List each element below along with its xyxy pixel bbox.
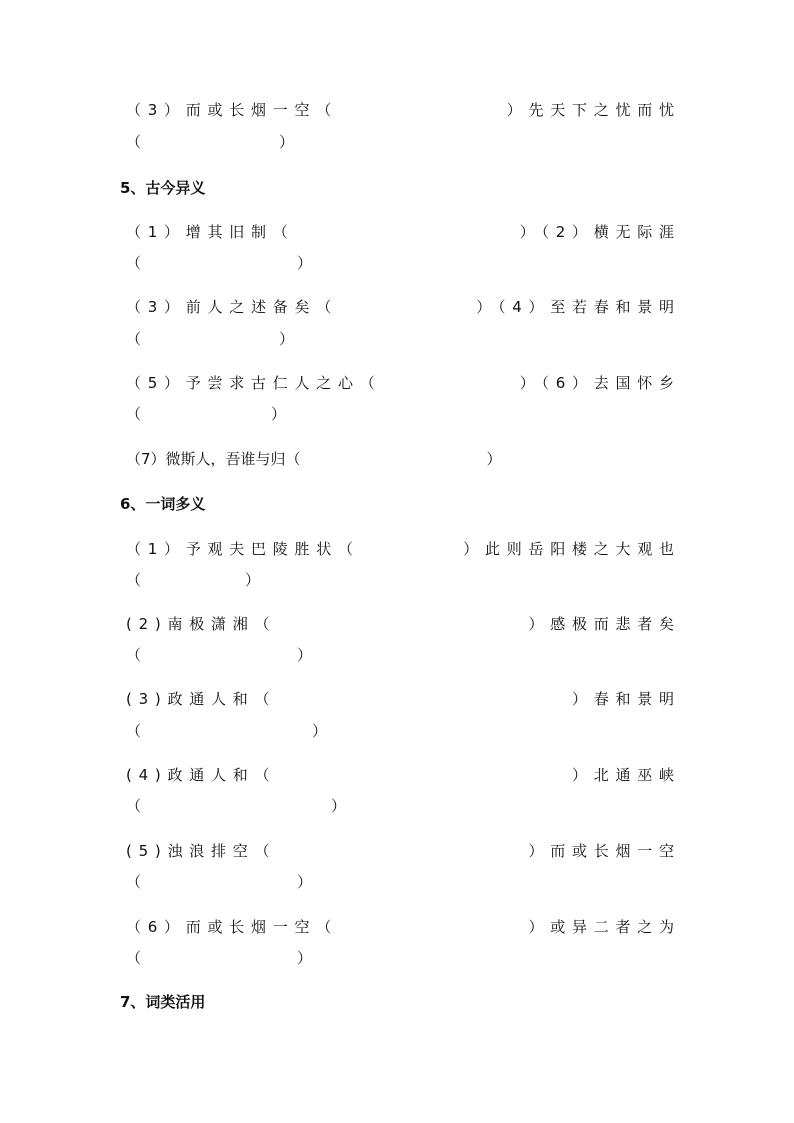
- blank-open: （: [126, 873, 142, 891]
- item-c2-line: [126, 614, 681, 634]
- item-3-right: ）先天下之忧而忧: [506, 101, 681, 119]
- blank-open: （: [126, 330, 142, 348]
- blank-close: ）: [312, 722, 328, 740]
- item-c6-right: ）或异二者之为: [528, 918, 681, 936]
- item-c5-right: ）而或长烟一空: [528, 842, 681, 860]
- blank-close: ）: [297, 873, 313, 891]
- item-3-blank: [126, 132, 294, 152]
- item-c4-blank: [126, 796, 346, 816]
- blank-close: ）: [279, 330, 295, 348]
- blank-open: （: [126, 571, 142, 589]
- blank-close: ）: [245, 571, 261, 589]
- blank-close: ）: [486, 450, 502, 468]
- blank-close: ）: [297, 949, 313, 967]
- item-c4-right: ）北通巫峡: [571, 766, 681, 784]
- item-c3-right: ）春和景明: [571, 690, 681, 708]
- blank-open: （: [126, 254, 142, 272]
- section-heading-7: 7、词类活用: [120, 993, 206, 1011]
- item-c5-line: [126, 841, 681, 861]
- item-b1-line: [126, 222, 681, 242]
- item-b1-right: ）（2）横无际涯: [519, 223, 681, 241]
- blank-close: ）: [279, 133, 295, 151]
- item-c1-line: [126, 539, 681, 559]
- item-b5-blank: [126, 404, 286, 424]
- item-c3-left: (3)政通人和（: [126, 690, 277, 708]
- item-b3-left: （3）前人之述备矣（: [126, 298, 339, 316]
- item-b3-blank: [126, 329, 294, 349]
- blank-open: （: [126, 722, 142, 740]
- item-b3-line: [126, 297, 681, 317]
- item-c1-blank: [126, 570, 260, 590]
- item-c6-left: （6）而或长烟一空（: [126, 918, 339, 936]
- item-3-line: [126, 100, 681, 120]
- section-heading-6: 6、一词多义: [120, 495, 206, 513]
- item-b3-right: ）（4）至若春和景明: [476, 298, 681, 316]
- item-c3-blank: [126, 721, 327, 741]
- section-heading-5: 5、古今异义: [120, 179, 206, 197]
- item-b1-blank: [126, 253, 312, 273]
- item-c2-blank: [126, 645, 312, 665]
- blank-close: ）: [331, 797, 347, 815]
- blank-close: ）: [297, 646, 313, 664]
- item-b1-left: （1）增其旧制（: [126, 223, 295, 241]
- item-c1-left: （1）予观夫巴陵胜状（: [126, 540, 360, 558]
- item-b5-line: [126, 373, 681, 393]
- item-c5-blank: [126, 872, 312, 892]
- item-c3-line: [126, 689, 681, 709]
- item-c6-line: [126, 917, 681, 937]
- item-b5-right: ）（6）去国怀乡: [519, 374, 681, 392]
- item-b7-line: [126, 449, 502, 469]
- item-c2-right: ）感极而悲者矣: [528, 615, 681, 633]
- item-c5-left: (5)浊浪排空（: [126, 842, 277, 860]
- blank-open: （: [126, 405, 142, 423]
- blank-close: ）: [271, 405, 287, 423]
- item-3-left: （3）而或长烟一空（: [126, 101, 339, 119]
- item-b5-left: （5）予尝求古仁人之心（: [126, 374, 382, 392]
- item-c2-left: (2)南极潇湘（: [126, 615, 277, 633]
- item-c1-right: ）此则岳阳楼之大观也: [463, 540, 681, 558]
- blank-close: ）: [297, 254, 313, 272]
- blank-open: （: [126, 133, 142, 151]
- blank-open: （: [126, 797, 142, 815]
- blank-open: （: [126, 949, 142, 967]
- item-b7-left: （7）微斯人，吾谁与归（: [126, 450, 301, 468]
- item-c4-line: [126, 765, 681, 785]
- item-c6-blank: [126, 948, 312, 968]
- blank-open: （: [126, 646, 142, 664]
- item-c4-left: (4)政通人和（: [126, 766, 277, 784]
